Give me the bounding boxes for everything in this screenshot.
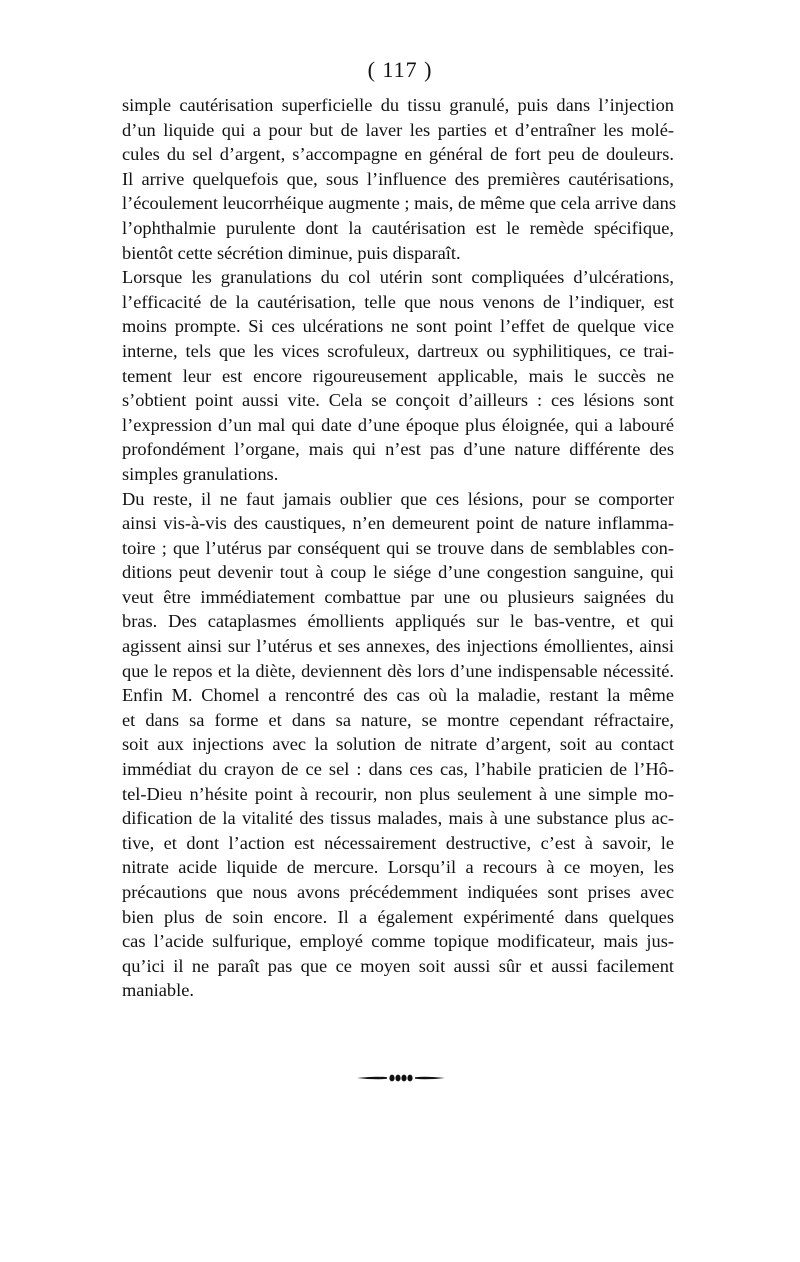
text-line: tement leur est encore rigoureusement applicable, mais le succès ne: [122, 365, 674, 386]
paragraph-4: [122, 683, 674, 1003]
text-line: profondément l’organe, mais qui n’est pas d’une nature différente des: [122, 439, 674, 460]
text-line: et dans sa forme et dans sa nature, se montre cependant réfractaire,: [122, 709, 674, 730]
text-line: interne, tels que les vices scrofuleux, dartreux ou syphilitiques, ce trai-: [122, 340, 674, 361]
text-line: précautions que nous avons précédemment indiquées sont prises avec: [122, 882, 674, 902]
text-line: d’un liquide qui a pour but de laver les parties et d’entraîner les molé-: [122, 119, 674, 140]
text-line: bientôt cette sécrétion diminue, puis disparaît.: [122, 242, 461, 263]
text-line: Enfin M. Chomel a rencontré des cas où la maladie, restant la même: [122, 685, 674, 706]
text-line: l’écoulement leucorrhéique augmente ; mais, de même que cela arrive dans: [122, 193, 677, 214]
body-text: [122, 93, 677, 1003]
text-line: soit aux injections avec la solution de nitrate d’argent, soit au contact: [122, 734, 674, 755]
paragraph-2: [122, 265, 674, 486]
text-line: simples granulations.: [122, 463, 279, 484]
text-line: bras. Des cataplasmes émollients appliqués sur le bas-ventre, et qui: [122, 611, 674, 632]
text-line: cules du sel d’argent, s’accompagne en général de fort peu de douleurs.: [122, 144, 674, 165]
text-line: Du reste, il ne faut jamais oublier que ces lésions, pour se comporter: [122, 488, 674, 509]
text-line: agissent ainsi sur l’utérus et ses annexes, des injections émollientes, ainsi: [122, 636, 674, 657]
text-line: maniable.: [122, 980, 195, 1001]
text-line: l’ophthalmie purulente dont la cautérisation est le remède spécifique,: [122, 217, 674, 238]
text-line: nitrate acide liquide de mercure. Lorsqu’il a recours à ce moyen, les: [122, 857, 674, 878]
text-line: que le repos et la diète, deviennent dès lors d’une indispensable nécessité.: [122, 660, 674, 681]
text-line: toire ; que l’utérus par conséquent qui se trouve dans de semblables con-: [122, 537, 674, 558]
text-line: simple cautérisation superficielle du tissu granulé, puis dans l’injection: [122, 95, 674, 115]
text-line: Il arrive quelquefois que, sous l’influence des premières cautérisations,: [122, 168, 674, 189]
text-line: Lorsque les granulations du col utérin sont compliquées d’ulcérations,: [122, 267, 674, 288]
text-line: dification de la vitalité des tissus malades, mais à une substance plus ac-: [122, 808, 674, 829]
text-line: qu’ici il ne paraît pas que ce moyen soit aussi sûr et aussi facilement: [122, 955, 674, 976]
paragraph-1: [122, 93, 677, 265]
text-line: l’expression d’un mal qui date d’une époque plus éloignée, qui a labouré: [122, 414, 674, 435]
text-line: ainsi vis-à-vis des caustiques, n’en demeurent point de nature inflamma-: [122, 513, 674, 534]
page-number: ( 117 ): [367, 57, 433, 82]
text-line: moins prompte. Si ces ulcérations ne sont point l’effet de quelque vice: [122, 316, 674, 337]
text-line: l’efficacité de la cautérisation, telle que nous venons de l’indiquer, est: [122, 291, 674, 312]
text-line: cas l’acide sulfurique, employé comme topique modificateur, mais jus-: [122, 931, 674, 952]
paragraph-3: [122, 487, 674, 684]
text-line: s’obtient point aussi vite. Cela se conçoit d’ailleurs : ces lésions sont: [122, 390, 674, 411]
text-line: ditions peut devenir tout à coup le siége d’une congestion sanguine, qui: [122, 562, 674, 583]
end-of-section-ornament-icon: [355, 1072, 447, 1084]
text-line: bien plus de soin encore. Il a également expérimenté dans quelques: [122, 906, 674, 927]
text-line: immédiat du crayon de ce sel : dans ces cas, l’habile praticien de l’Hô-: [122, 759, 674, 780]
text-line: tive, et dont l’action est nécessairement destructive, c’est à savoir, le: [122, 832, 674, 853]
text-line: tel-Dieu n’hésite point à recourir, non plus seulement à une simple mo-: [122, 783, 674, 804]
text-line: veut être immédiatement combattue par une ou plusieurs saignées du: [122, 586, 674, 607]
